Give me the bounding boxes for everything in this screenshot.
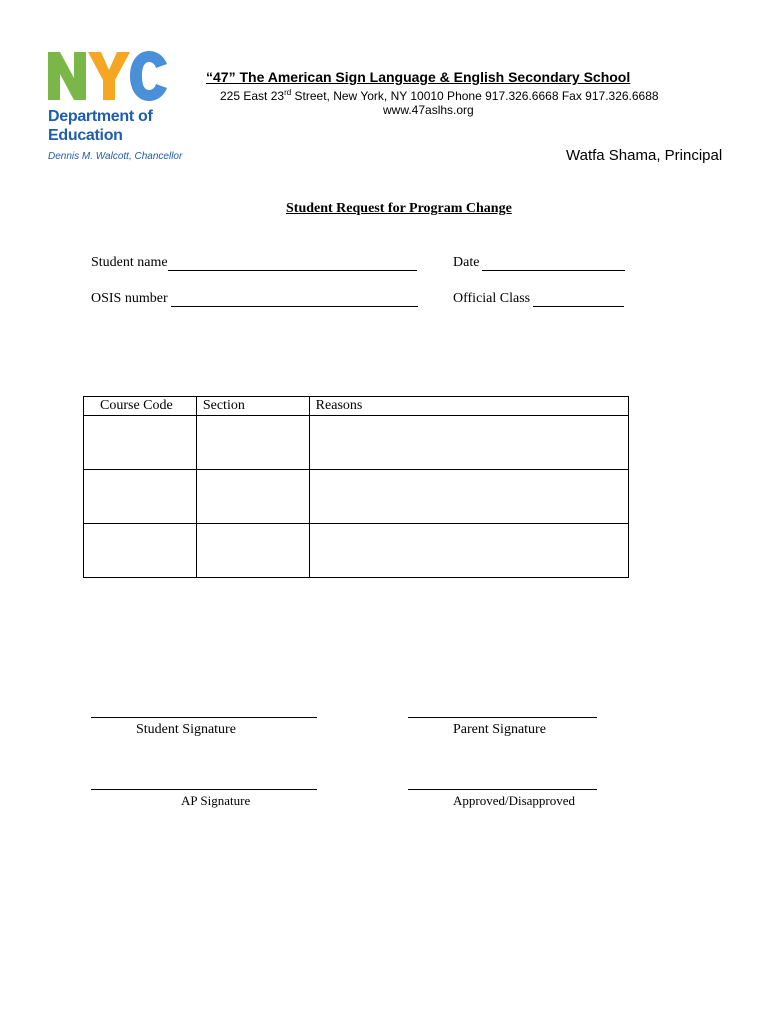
- address-start: 225 East 23: [220, 89, 285, 103]
- ap-signature-label: AP Signature: [181, 793, 251, 808]
- student-signature-label: Student Signature: [136, 722, 236, 737]
- official-class-input[interactable]: [533, 294, 624, 307]
- course-code-cell[interactable]: [84, 470, 197, 524]
- student-name-label: Student name: [91, 255, 168, 270]
- school-name: “47” The American Sign Language & English Secondary School: [206, 69, 631, 85]
- course-change-table: [83, 396, 629, 578]
- osis-field: [91, 291, 418, 307]
- student-name-field: [91, 255, 417, 271]
- nyc-logo-icon: [46, 48, 170, 104]
- section-cell[interactable]: [196, 524, 309, 578]
- table-row: [84, 470, 629, 524]
- parent-signature-line[interactable]: [408, 717, 597, 718]
- section-cell[interactable]: [196, 416, 309, 470]
- student-signature-line[interactable]: [91, 717, 317, 718]
- date-label: Date: [453, 255, 480, 270]
- parent-signature-label: Parent Signature: [453, 722, 546, 737]
- osis-label: OSIS number: [91, 291, 168, 306]
- principal-name: Watfa Shama, Principal: [566, 147, 723, 164]
- address-rest: Street, New York, NY 10010 Phone 917.326.6668 Fax 917.326.6688: [291, 89, 659, 103]
- logo-dept-line2: Education: [48, 127, 123, 144]
- official-class-field: [453, 291, 624, 307]
- date-field: [453, 255, 625, 271]
- logo-dept-line1: Department of: [48, 108, 153, 125]
- official-class-label: Official Class: [453, 291, 531, 306]
- table-row: [84, 524, 629, 578]
- address-sup: rd: [284, 88, 292, 97]
- table-row: [84, 416, 629, 470]
- course-code-cell[interactable]: [84, 416, 197, 470]
- school-website: www.47aslhs.org: [383, 103, 474, 117]
- student-name-input[interactable]: [168, 258, 417, 271]
- course-code-cell[interactable]: [84, 524, 197, 578]
- reasons-cell[interactable]: [309, 524, 628, 578]
- header-reasons: Reasons: [309, 397, 628, 416]
- header-section: Section: [196, 397, 309, 416]
- ap-signature-line[interactable]: [91, 789, 317, 790]
- approval-label: Approved/Disapproved: [453, 793, 576, 808]
- date-input[interactable]: [482, 258, 625, 271]
- section-cell[interactable]: [196, 470, 309, 524]
- reasons-cell[interactable]: [309, 470, 628, 524]
- chancellor-name: Dennis M. Walcott, Chancellor: [48, 151, 183, 162]
- approval-line[interactable]: [408, 789, 597, 790]
- header-course-code: Course Code: [84, 397, 197, 416]
- school-address: [220, 88, 659, 103]
- osis-input[interactable]: [171, 294, 418, 307]
- reasons-cell[interactable]: [309, 416, 628, 470]
- form-title: Student Request for Program Change: [286, 201, 512, 216]
- table-header-row: [84, 397, 629, 416]
